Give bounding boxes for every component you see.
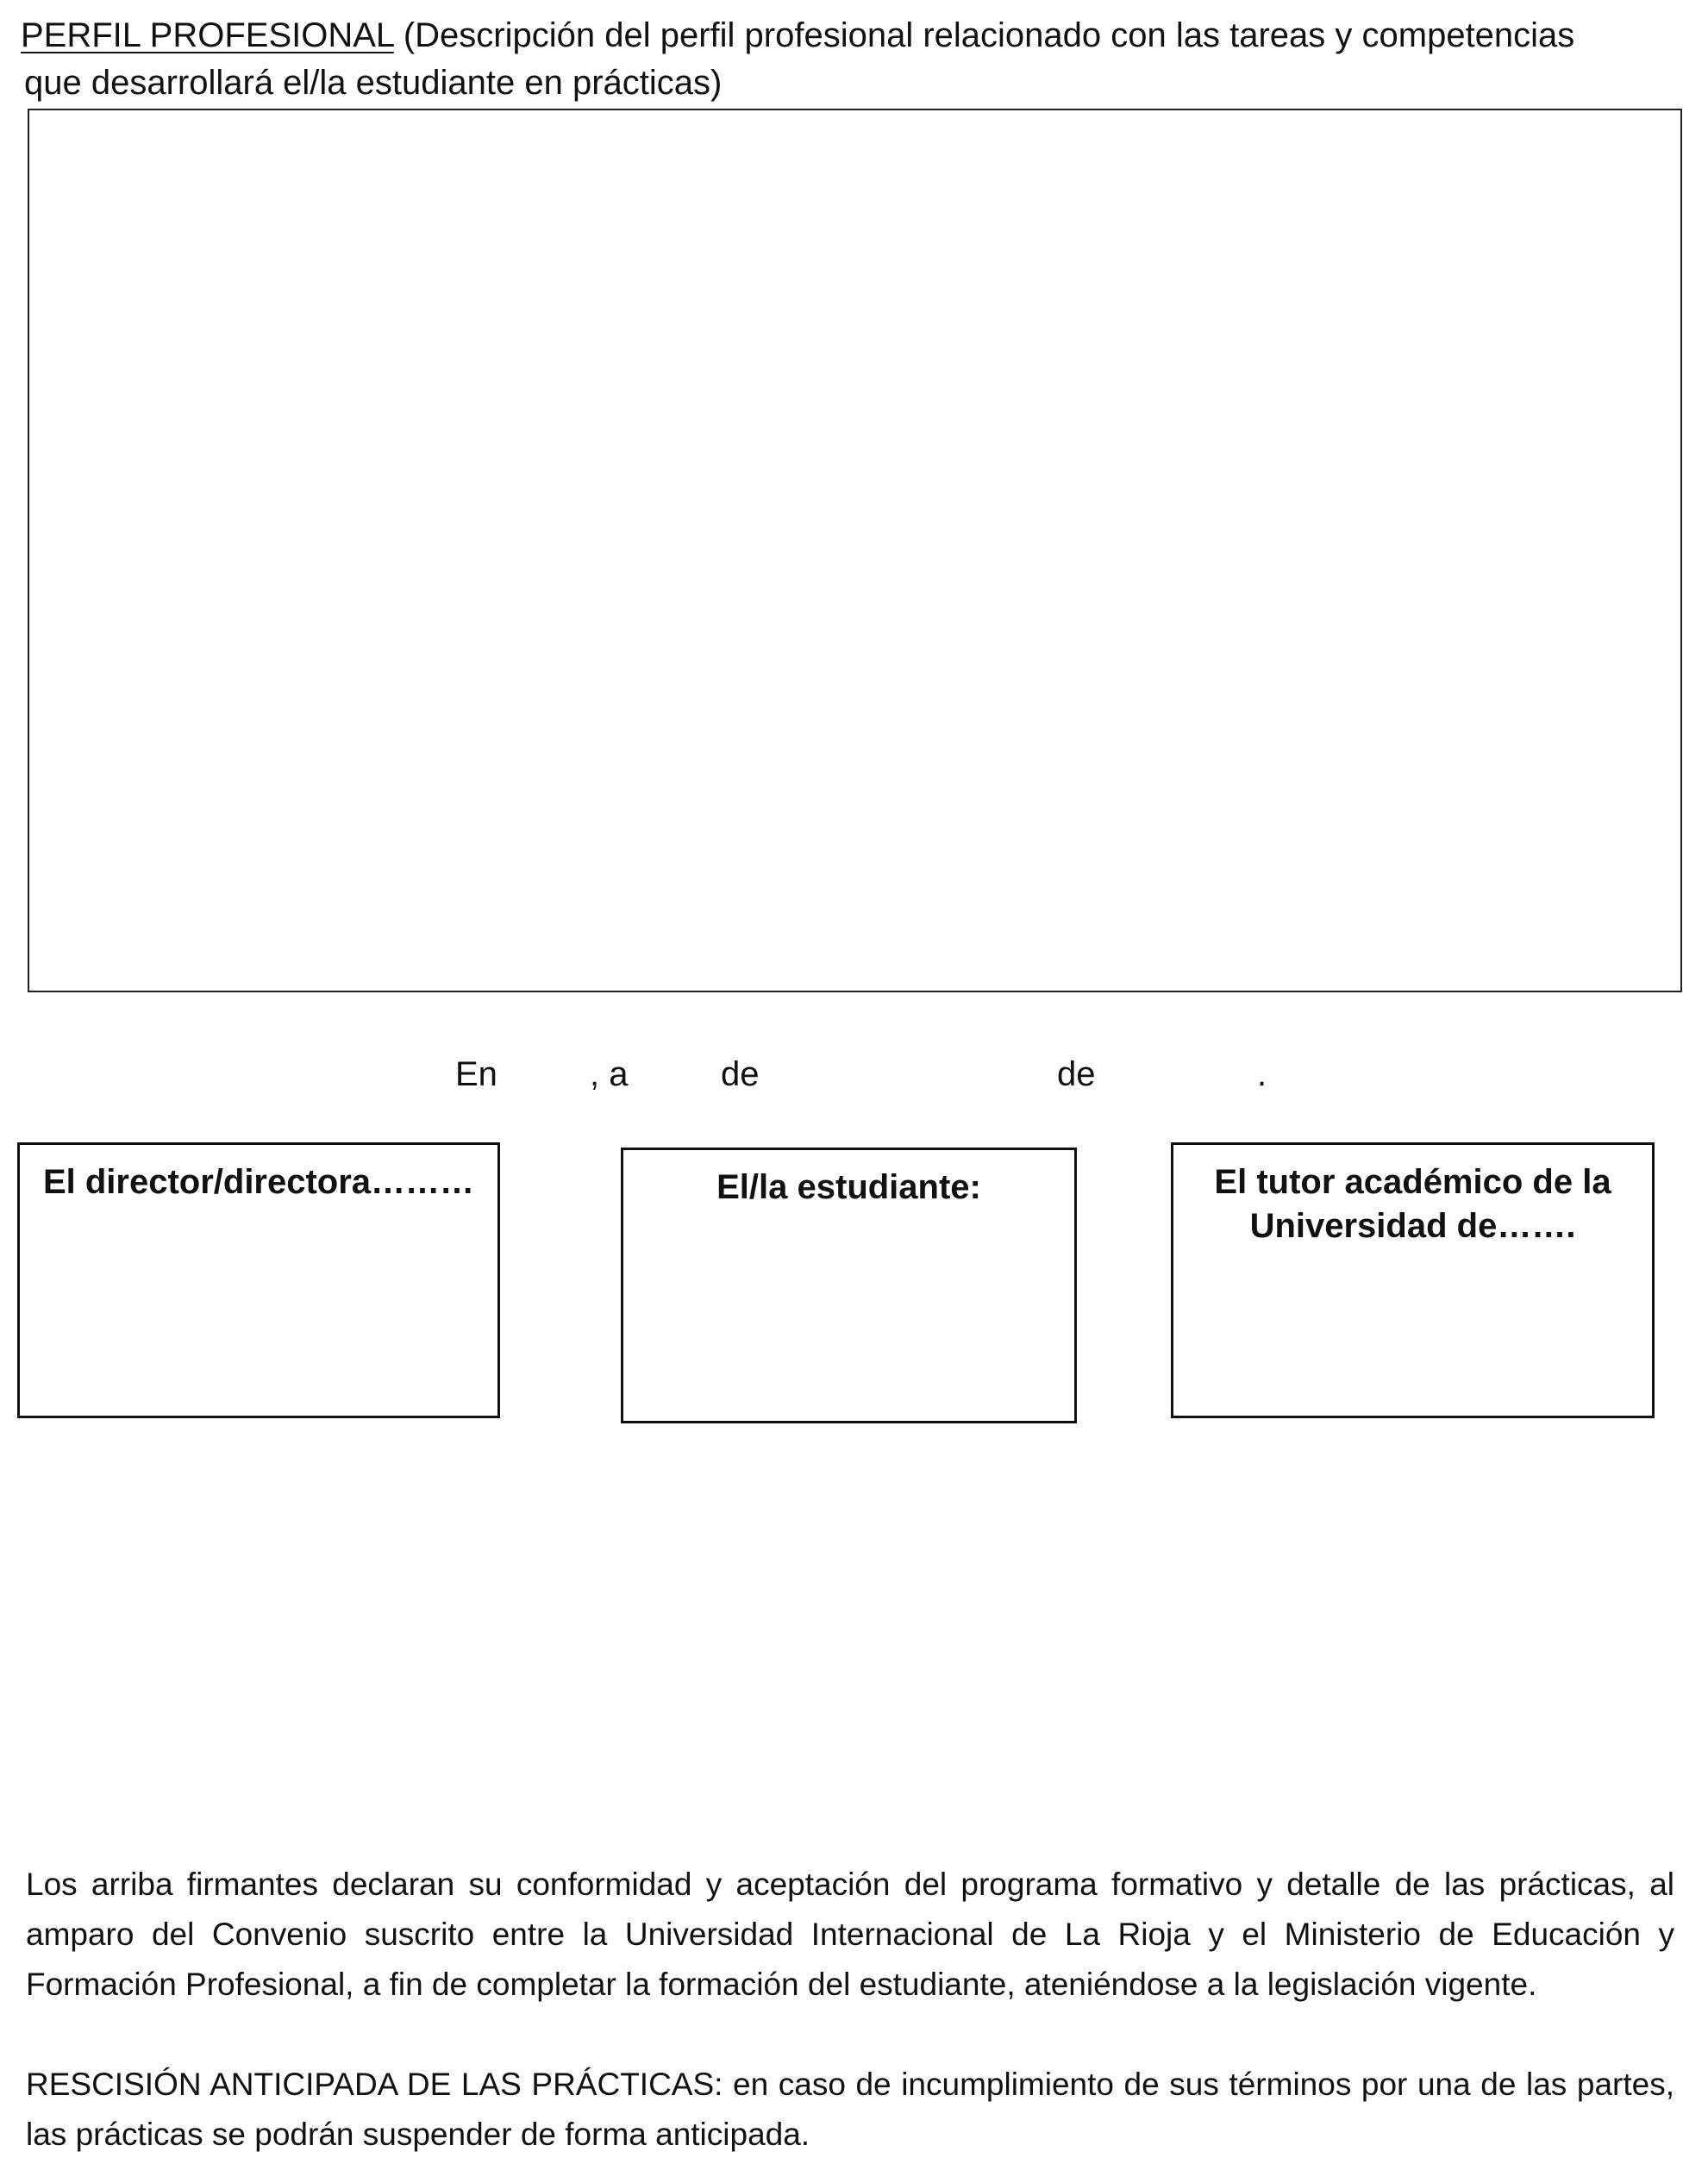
date-en-label: En — [455, 1055, 497, 1093]
tutor-signature-label-line2: Universidad de……. — [1249, 1207, 1576, 1245]
date-de-label-2: de — [1057, 1055, 1096, 1093]
date-de-label-1: de — [721, 1055, 760, 1093]
date-end-dot: . — [1257, 1055, 1267, 1093]
student-signature-label: El/la estudiante: — [716, 1168, 981, 1206]
section-heading — [21, 12, 1676, 107]
rescission-paragraph: RESCISIÓN ANTICIPADA DE LAS PRÁCTICAS: en caso de incumplimiento de sus términos por una de las partes, las prácticas se podrán suspender de forma anticipada. — [26, 2067, 1674, 2152]
agreement-paragraph: Los arriba firmantes declaran su conformidad y aceptación del programa formativo y detalle de las prácticas, al amparo del Convenio suscrito entre la Universidad Internacional de La Rioja y el Ministerio de Educación y Formación Profesional, a fin de completar la formación del estudiante, ateniéndose a la legislación vigente. — [26, 1867, 1674, 2002]
director-signature-box[interactable] — [17, 1142, 500, 1418]
professional-profile-box[interactable] — [28, 109, 1682, 992]
section-description-line1: (Descripción del perfil profesional relacionado con las tareas y competencias — [403, 16, 1575, 54]
section-description-line2: que desarrollará el/la estudiante en prácticas) — [24, 64, 723, 102]
tutor-signature-label-line1: El tutor académico de la — [1214, 1163, 1611, 1201]
director-signature-label: El director/directora……… — [42, 1163, 475, 1201]
section-title: PERFIL PROFESIONAL — [21, 16, 394, 54]
date-a-label: , a — [590, 1055, 629, 1093]
student-signature-box[interactable] — [621, 1148, 1077, 1423]
tutor-signature-box[interactable] — [1171, 1142, 1655, 1418]
